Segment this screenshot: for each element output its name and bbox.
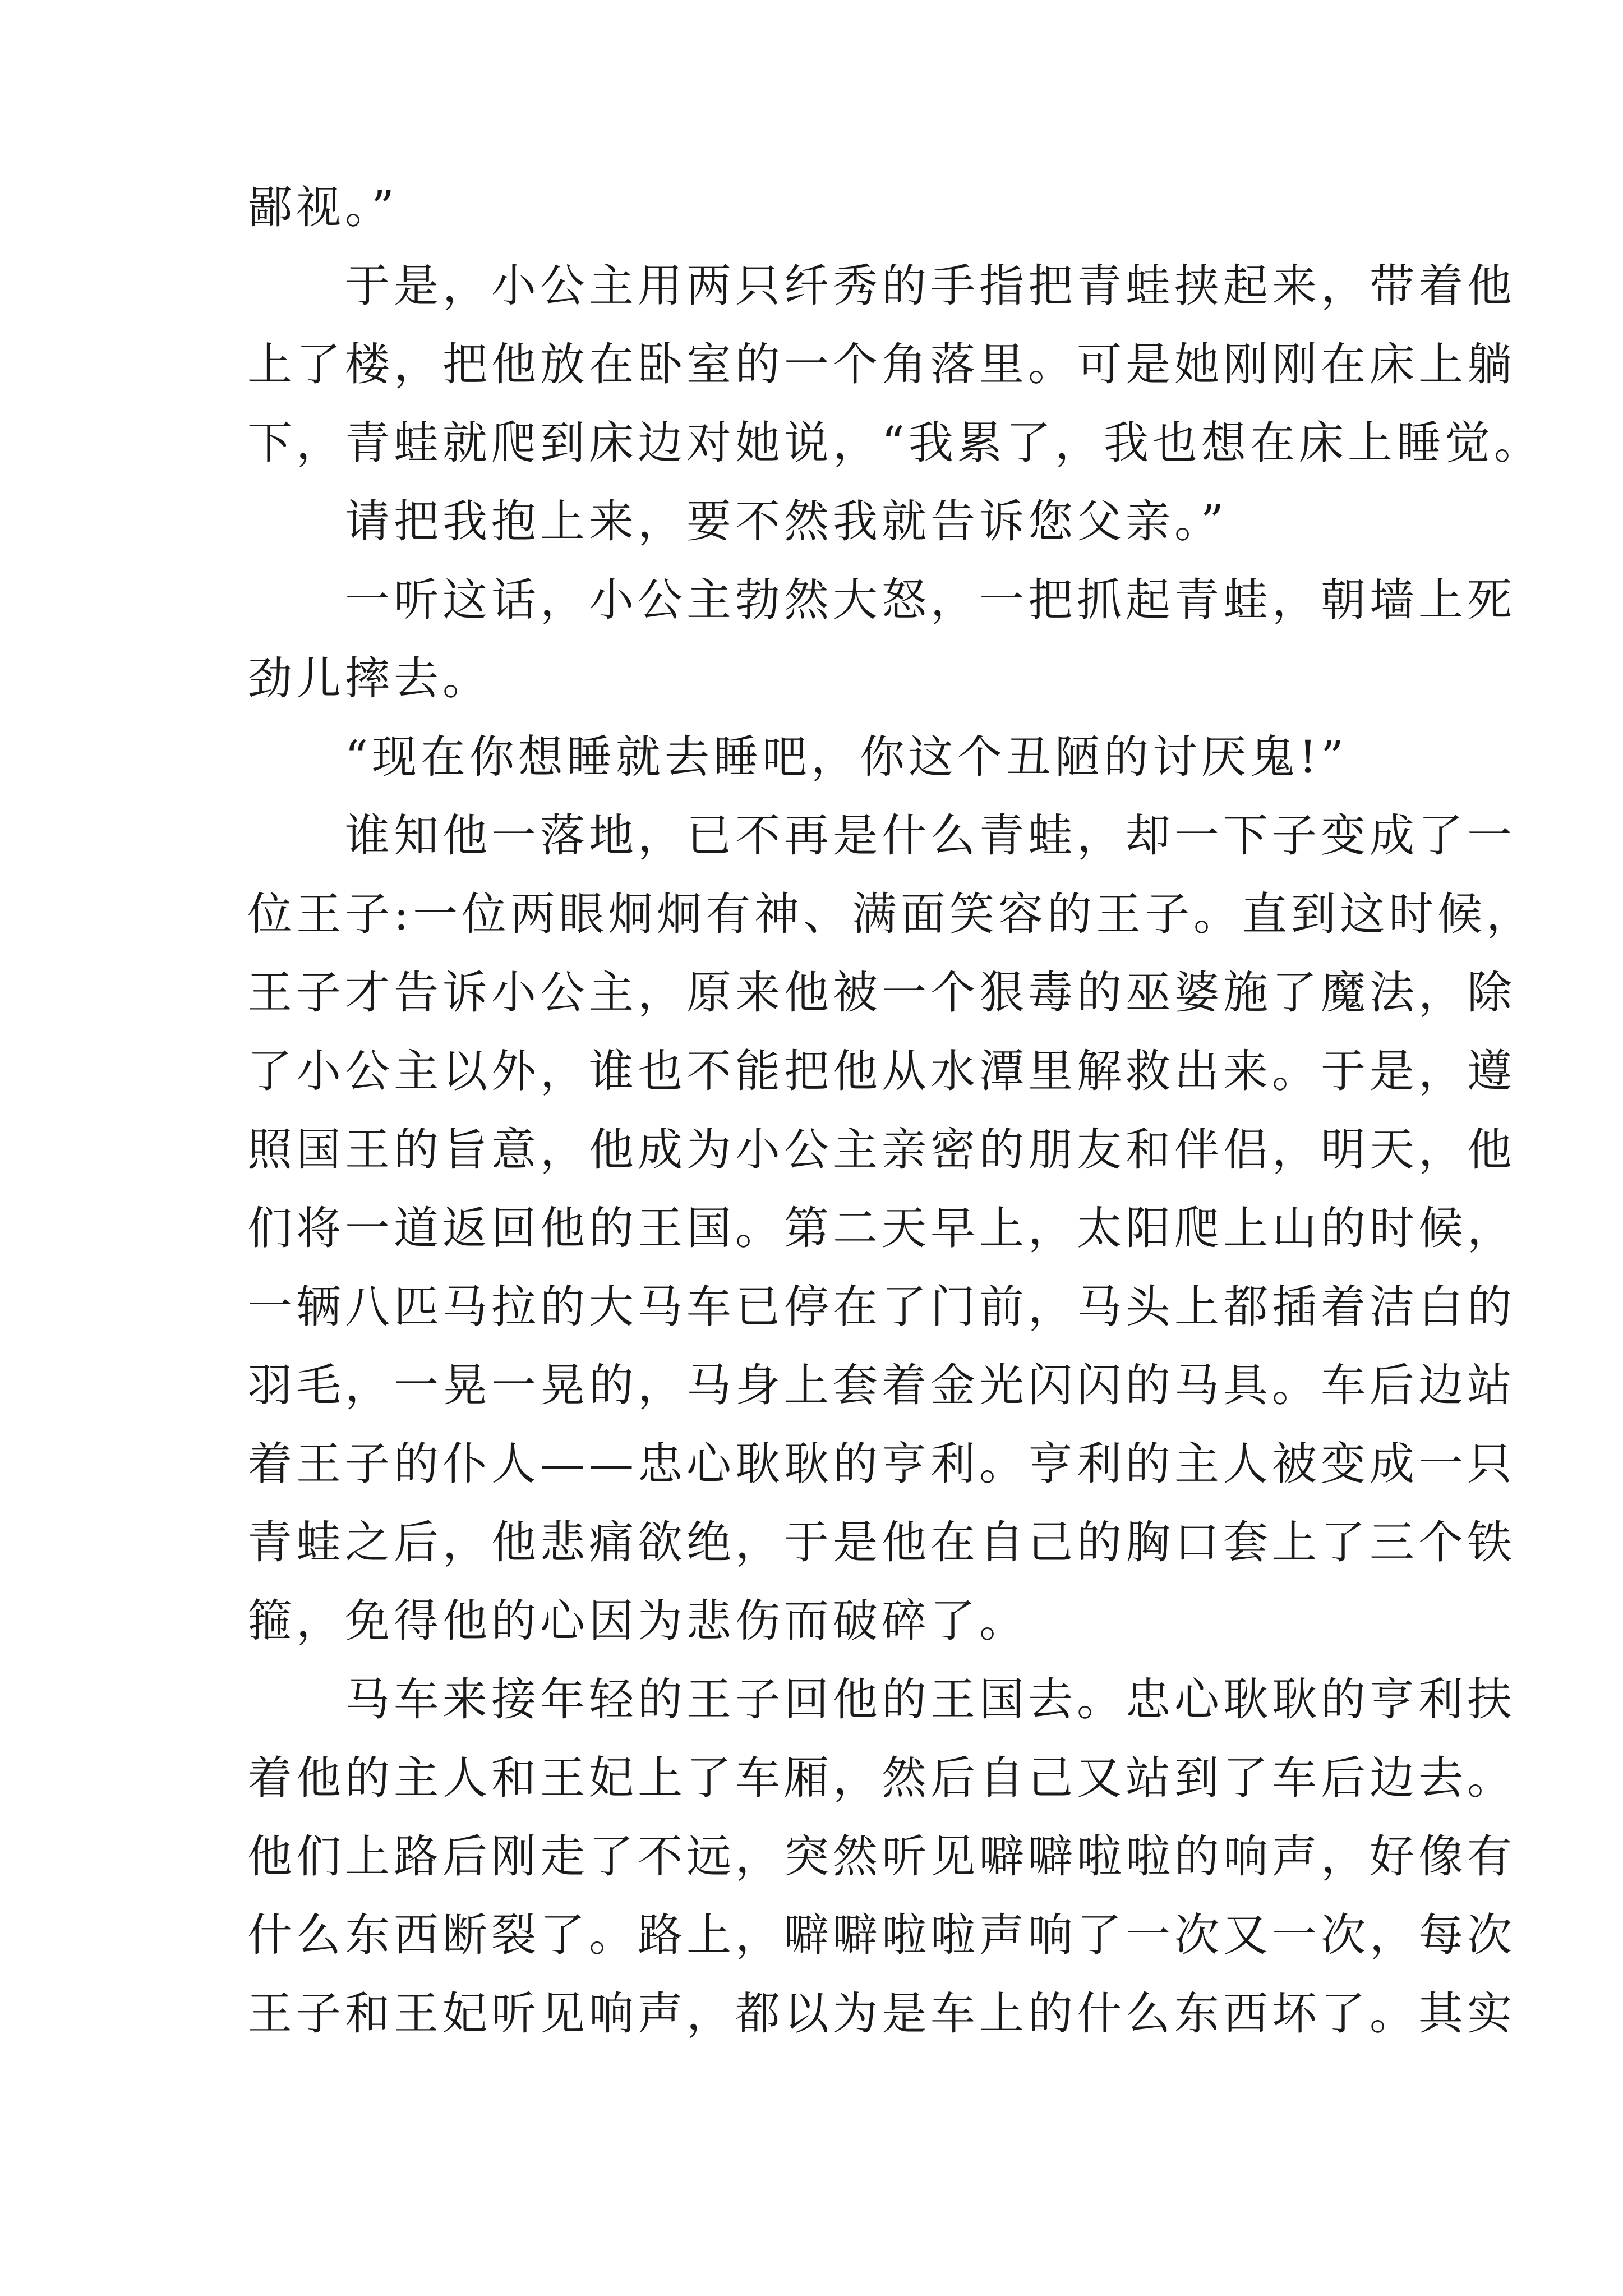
text-line: 王子和王妃听见响声，都以为是车上的什么东西坏了。其实: [247, 1987, 1516, 2040]
text-line: 着王子的仆人——忠心耿耿的亨利。亨利的主人被变成一只: [247, 1438, 1516, 1490]
text-line: 王子才告诉小公主，原来他被一个狠毒的巫婆施了魔法，除: [247, 967, 1516, 1019]
text-line: 什么东西断裂了。路上，噼噼啦啦声响了一次又一次，每次: [247, 1909, 1516, 1961]
document-page: [247, 168, 1543, 2053]
text-line: 着他的主人和王妃上了车厢，然后自己又站到了车后边去。: [247, 1752, 1516, 1804]
text-line: 照国王的旨意，他成为小公主亲密的朋友和伴侣，明天，他: [247, 1124, 1516, 1176]
text-line: 谁知他一落地，已不再是什么青蛙，却一下子变成了一: [345, 809, 1516, 862]
text-line: 劲儿摔去。: [247, 652, 491, 705]
text-line: “现在你想睡就去睡吧，你这个丑陋的讨厌鬼!”: [345, 731, 1348, 783]
text-line: 他们上路后刚走了不远，突然听见噼噼啦啦的响声，好像有: [247, 1830, 1516, 1883]
text-line: 箍，免得他的心因为悲伤而破碎了。: [247, 1595, 1028, 1647]
text-line: 于是，小公主用两只纤秀的手指把青蛙挟起来，带着他: [345, 260, 1516, 312]
text-line: 位王子:一位两眼炯炯有神、满面笑容的王子。直到这时候，: [247, 888, 1535, 940]
text-line: 一听这话，小公主勃然大怒，一把抓起青蛙，朝墙上死: [345, 574, 1516, 626]
text-line: 请把我抱上来，要不然我就告诉您父亲。”: [345, 495, 1228, 547]
text-line: 了小公主以外，谁也不能把他从水潭里解救出来。于是，遵: [247, 1045, 1516, 1097]
text-line: 马车来接年轻的王子回他的王国去。忠心耿耿的亨利扶: [345, 1673, 1516, 1726]
text-line: 青蛙之后，他悲痛欲绝，于是他在自己的胸口套上了三个铁: [247, 1516, 1516, 1568]
text-line: 们将一道返回他的王国。第二天早上，太阳爬上山的时候，: [247, 1202, 1516, 1254]
text-line: 一辆八匹马拉的大马车已停在了门前，马头上都插着洁白的: [247, 1281, 1516, 1333]
text-line: 上了楼，把他放在卧室的一个角落里。可是她刚刚在床上躺: [247, 338, 1516, 390]
text-line: 羽毛，一晃一晃的，马身上套着金光闪闪的马具。车后边站: [247, 1359, 1516, 1411]
text-line: 下，青蛙就爬到床边对她说，“我累了，我也想在床上睡觉。: [247, 417, 1543, 469]
text-line: 鄙视。”: [247, 181, 398, 233]
